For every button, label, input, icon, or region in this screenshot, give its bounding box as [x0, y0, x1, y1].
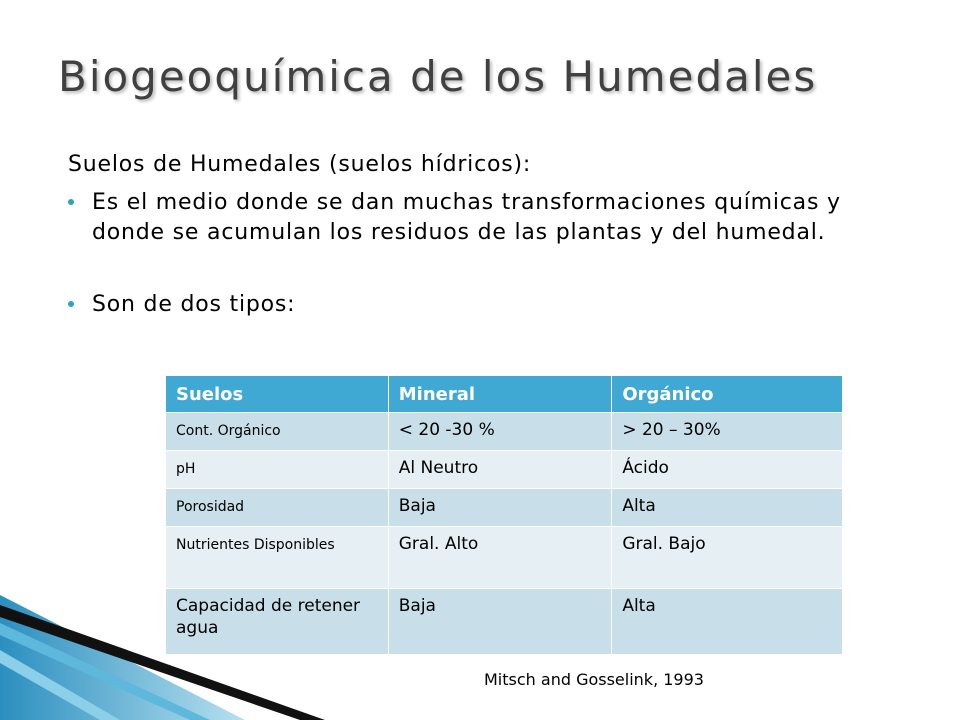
mineral-cell: Al Neutro [388, 451, 612, 489]
bullet-list [68, 188, 868, 320]
header-cell-organico: Orgánico [612, 376, 843, 413]
bullet-item [68, 290, 868, 320]
organico-cell: > 20 – 30% [612, 413, 843, 451]
bullet-text: Son de dos tipos: [92, 292, 296, 317]
citation-text: Mitsch and Gosselink, 1993 [484, 670, 704, 689]
table-row [166, 451, 843, 489]
header-cell-suelos: Suelos [166, 376, 389, 413]
header-cell-mineral: Mineral [388, 376, 612, 413]
bullet-dot-icon [68, 301, 74, 307]
row-label-cell: Nutrientes Disponibles [166, 527, 389, 589]
organico-cell: Alta [612, 589, 843, 655]
row-label-cell: Capacidad de retener agua [166, 589, 389, 655]
mineral-cell: Gral. Alto [388, 527, 612, 589]
table-row [166, 489, 843, 527]
row-label-cell: pH [166, 451, 389, 489]
row-label-cell: Porosidad [166, 489, 389, 527]
slide-title: Biogeoquímica de los Humedales [58, 52, 818, 101]
mineral-cell: < 20 -30 % [388, 413, 612, 451]
bullet-text: Es el medio donde se dan muchas transformaciones químicas y donde se acumulan los residuos de las plantas y del humedal. [92, 190, 841, 245]
decorative-swoosh-graphic [0, 595, 330, 720]
mineral-cell: Baja [388, 589, 612, 655]
table-header-row [166, 376, 843, 413]
organico-cell: Ácido [612, 451, 843, 489]
slide-subtitle: Suelos de Humedales (suelos hídricos): [68, 152, 532, 177]
table-row [166, 527, 843, 589]
organico-cell: Gral. Bajo [612, 527, 843, 589]
organico-cell: Alta [612, 489, 843, 527]
bullet-item [68, 188, 868, 248]
mineral-cell: Baja [388, 489, 612, 527]
row-label-cell: Cont. Orgánico [166, 413, 389, 451]
bullet-dot-icon [68, 199, 74, 205]
table-row [166, 413, 843, 451]
